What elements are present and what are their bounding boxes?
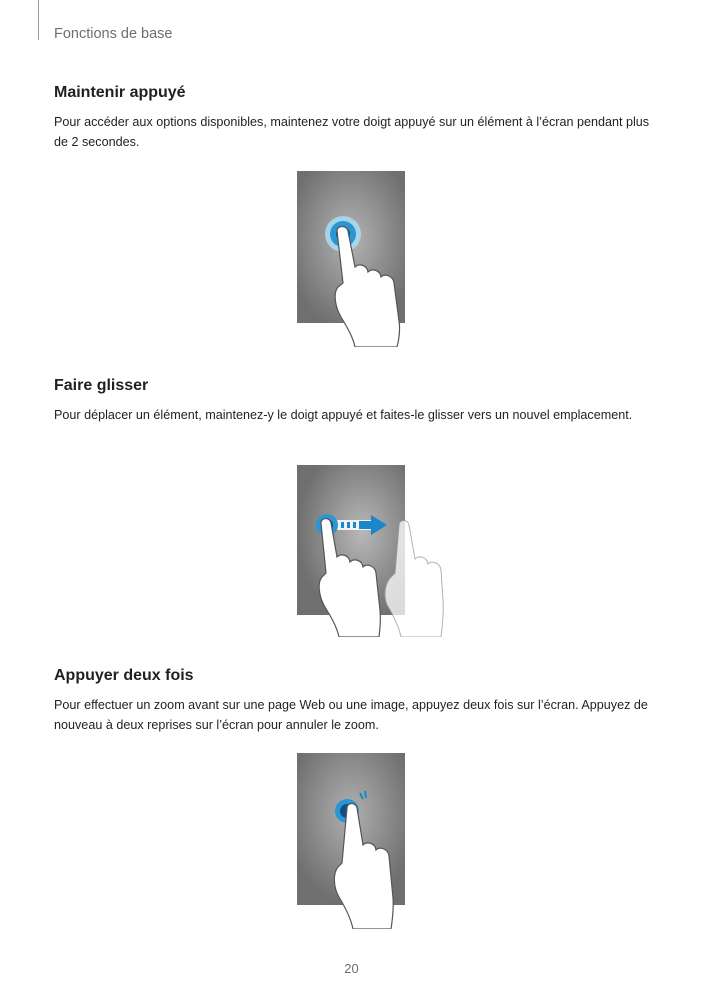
section-title: Appuyer deux fois xyxy=(54,667,194,684)
section-appuyer-deux-fois xyxy=(54,667,654,735)
header-rule xyxy=(38,0,39,40)
section-title: Faire glisser xyxy=(54,377,149,394)
page-number: 20 xyxy=(344,961,359,976)
section-title: Maintenir appuyé xyxy=(54,84,186,101)
section-text: Pour accéder aux options disponibles, maintenez votre doigt appuyé sur un élément à l’écran pendant plus de 2 secondes. xyxy=(54,115,650,149)
double-tap-illustration xyxy=(297,753,417,929)
drag-illustration xyxy=(297,465,447,637)
long-press-illustration xyxy=(297,171,407,347)
section-faire-glisser xyxy=(54,377,654,425)
section-maintenir-appuye xyxy=(54,84,654,152)
section-text: Pour effectuer un zoom avant sur une page Web ou une image, appuyez deux fois sur l’écran. Appuyez de nouveau à deux reprises sur l’écran pour annuler le zoom. xyxy=(54,698,648,732)
section-text: Pour déplacer un élément, maintenez-y le doigt appuyé et faites-le glisser vers un nouvel emplacement. xyxy=(54,408,633,422)
header-title: Fonctions de base xyxy=(54,26,173,42)
